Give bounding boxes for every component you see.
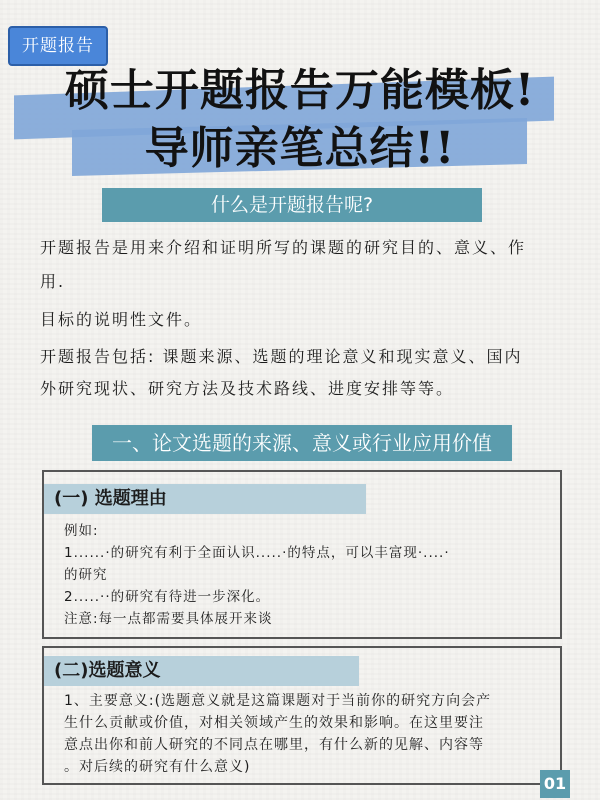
intro-line-1: 开题报告是用来介绍和证明所写的课题的研究目的、意义、作: [40, 238, 527, 257]
main-title-line-1: 硕士开题报告万能模板!: [64, 65, 536, 116]
reason-line: 2.....··的研究有待进一步深化。: [64, 589, 271, 605]
significance-content: [64, 690, 554, 778]
section-banner-source: 一、论文选题的来源、意义或行业应用价值: [92, 425, 512, 461]
significance-line: 生什么贡献或价值，对相关领域产生的效果和影响。在这里要注: [64, 715, 484, 731]
intro-line-4: 开题报告包括: 课题来源、选题的理论意义和现实意义、国内: [40, 347, 523, 366]
reason-line: 的研究: [64, 567, 108, 583]
page-number-badge: 01: [540, 770, 570, 798]
category-tag: 开题报告: [8, 26, 108, 66]
significance-header: (二)选题意义: [44, 656, 359, 686]
main-title-line-2: 导师亲笔总结!!: [144, 123, 456, 174]
reason-header: (一) 选题理由: [44, 484, 366, 514]
significance-line: 。对后续的研究有什么意义): [64, 759, 251, 775]
reason-line: 1......·的研究有利于全面认识.....·的特点，可以丰富现·....·: [64, 545, 450, 561]
intro-line-3: 目标的说明性文件。: [40, 310, 203, 329]
intro-line-5: 外研究现状、研究方法及技术路线、进度安排等等。: [40, 379, 455, 398]
section-banner-what-is: 什么是开题报告呢?: [102, 188, 482, 222]
intro-line-2: 用.: [40, 272, 66, 291]
reason-box: [42, 470, 562, 639]
reason-line: 注意:每一点都需要具体展开来谈: [64, 611, 273, 627]
significance-box: [42, 646, 562, 785]
reason-line: 例如:: [64, 523, 99, 539]
reason-content: [64, 520, 554, 630]
significance-line: 意点出你和前人研究的不同点在哪里，有什么新的见解、内容等: [64, 737, 484, 753]
significance-line: 1、主要意义:(选题意义就是这篇课题对于当前你的研究方向会产: [64, 693, 492, 709]
